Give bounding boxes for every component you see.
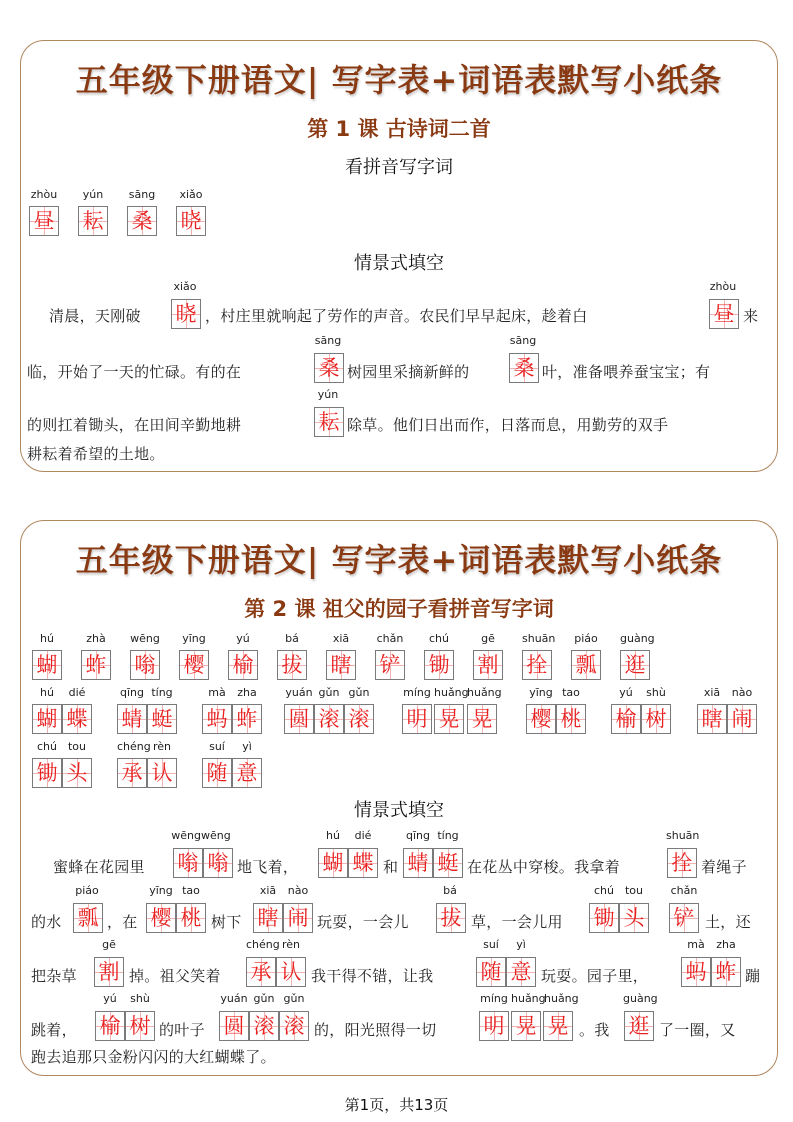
char-box: 闹 xyxy=(283,903,313,933)
pinyin: dié xyxy=(68,686,86,699)
passage-text: 树下 xyxy=(211,913,242,931)
pinyin: yì xyxy=(516,938,526,951)
char-box: 割 xyxy=(94,957,124,987)
passage-text: 掉。祖父笑着 xyxy=(129,967,221,985)
passage-text: 土，还 xyxy=(705,913,751,931)
char-box: 晃 xyxy=(543,1011,573,1041)
char-box: 铲 xyxy=(375,650,405,680)
passage-text: 在花丛中穿梭。我拿着 xyxy=(467,858,621,876)
pinyin: yú xyxy=(103,992,117,1005)
char-box: 榆 xyxy=(611,704,641,734)
pinyin: huǎng xyxy=(544,992,579,1005)
char-box: 蝴 xyxy=(32,650,62,680)
passage-text: ，村庄里就响起了劳作的声音。农民们早早起床，趁着白 xyxy=(205,307,588,325)
pinyin: tíng xyxy=(437,829,459,842)
pinyin: zhòu xyxy=(709,280,737,293)
passage-text: 跑去追那只金粉闪闪的大红蝴蝶了。 xyxy=(31,1048,276,1066)
passage-text: 和 xyxy=(383,858,399,876)
pinyin: zha xyxy=(237,686,257,699)
pinyin: guàng xyxy=(620,632,655,645)
page-footer: 第1页，共13页 xyxy=(344,1096,449,1114)
passage-text: 我干得不错，让我 xyxy=(311,967,434,985)
pinyin: nào xyxy=(731,686,753,699)
char-box: 锄 xyxy=(589,903,619,933)
passage-text: 把杂草 xyxy=(31,967,77,985)
pinyin: gē xyxy=(102,938,116,951)
char-box: 桑 xyxy=(509,353,539,383)
char-box: 嗡 xyxy=(130,650,160,680)
pinyin: yīng xyxy=(149,884,173,897)
passage-text: 了一圈，又 xyxy=(659,1021,736,1039)
passage-text: 玩耍，一会儿 xyxy=(317,913,409,931)
lesson-title: 第 1 课 古诗词二首 xyxy=(307,117,491,141)
passage-text: 叶，准备喂养蚕宝宝；有 xyxy=(542,363,711,381)
pinyin: chǎn xyxy=(670,884,698,897)
pinyin: sāng xyxy=(128,188,156,201)
passage-text: 的，阳光照得一切 xyxy=(314,1021,437,1039)
pinyin: hú xyxy=(40,632,54,645)
char-box: 明 xyxy=(479,1011,509,1041)
passage-text: 临，开始了一天的忙碌。有的在 xyxy=(27,363,242,381)
pinyin: mà xyxy=(687,938,705,951)
char-box: 晃 xyxy=(434,704,464,734)
char-box: 晃 xyxy=(467,704,497,734)
char-box: 拴 xyxy=(522,650,552,680)
char-box: 樱 xyxy=(179,650,209,680)
pinyin: yuán xyxy=(285,686,313,699)
pinyin: yún xyxy=(317,388,339,401)
char-box: 桃 xyxy=(556,704,586,734)
char-box: 桑 xyxy=(314,353,344,383)
char-box: 头 xyxy=(62,758,92,788)
char-box: 瞎 xyxy=(253,903,283,933)
passage-text: 耕耘着希望的土地。 xyxy=(27,445,165,463)
pinyin: dié xyxy=(354,829,372,842)
pinyin: míng xyxy=(403,686,431,699)
pinyin: xiā xyxy=(703,686,721,699)
pinyin: chǎn xyxy=(376,632,404,645)
char-box: 瞎 xyxy=(697,704,727,734)
pinyin: shù xyxy=(646,686,666,699)
char-box: 蜓 xyxy=(433,848,463,878)
pinyin: tou xyxy=(67,740,86,753)
pinyin: xiǎo xyxy=(179,188,203,201)
pinyin: bá xyxy=(443,884,457,897)
passage-text: 树园里采摘新鲜的 xyxy=(347,363,470,381)
pinyin: qīng xyxy=(406,829,430,842)
pinyin: chéng xyxy=(246,938,280,951)
passage-text: 草，一会儿用 xyxy=(471,913,563,931)
pinyin: huǎng xyxy=(511,992,546,1005)
char-box: 樱 xyxy=(526,704,556,734)
char-box: 拴 xyxy=(667,848,697,878)
char-box: 耘 xyxy=(78,206,108,236)
passage-text: 地飞着， xyxy=(237,858,299,876)
char-box: 意 xyxy=(506,957,536,987)
pinyin: zhòu xyxy=(30,188,58,201)
char-box: 蚱 xyxy=(711,957,741,987)
card-lesson-2 xyxy=(20,520,778,1076)
char-box: 桑 xyxy=(127,206,157,236)
passage-text: 跳着， xyxy=(31,1021,77,1039)
pinyin: suí xyxy=(209,740,225,753)
pinyin: tou xyxy=(624,884,643,897)
section-title-pinyin: 看拼音写字词 xyxy=(345,157,453,178)
char-box: 拔 xyxy=(436,903,466,933)
char-box: 榆 xyxy=(95,1011,125,1041)
pinyin: yún xyxy=(82,188,104,201)
card-title: 五年级下册语文| 写字表+词语表默写小纸条 xyxy=(75,541,723,579)
char-box: 滚 xyxy=(249,1011,279,1041)
char-box: 瞎 xyxy=(326,650,356,680)
pinyin: hú xyxy=(40,686,54,699)
pinyin: wēngwēng xyxy=(171,829,231,842)
char-box: 圆 xyxy=(284,704,314,734)
pinyin: chú xyxy=(594,884,614,897)
pinyin: hú xyxy=(326,829,340,842)
pinyin: yuán xyxy=(220,992,248,1005)
lesson-title: 第 2 课 祖父的园子看拼音写字词 xyxy=(244,597,554,621)
char-box: 晓 xyxy=(171,299,201,329)
pinyin: tao xyxy=(562,686,580,699)
pinyin: tíng xyxy=(151,686,173,699)
char-box: 意 xyxy=(232,758,262,788)
pinyin: yì xyxy=(242,740,252,753)
pinyin: shuān xyxy=(522,632,556,645)
passage-text: 清晨，天刚破 xyxy=(49,307,141,325)
char-box: 蚂 xyxy=(202,704,232,734)
char-box: 晃 xyxy=(511,1011,541,1041)
char-box: 滚 xyxy=(279,1011,309,1041)
char-box: 承 xyxy=(246,957,276,987)
section-title-fill: 情景式填空 xyxy=(354,253,444,274)
pinyin: piáo xyxy=(574,632,598,645)
passage-text: 蹦 xyxy=(745,967,761,985)
char-box: 蜻 xyxy=(117,704,147,734)
pinyin: piáo xyxy=(75,884,99,897)
pinyin: zha xyxy=(716,938,736,951)
char-box: 滚 xyxy=(314,704,344,734)
pinyin: nào xyxy=(287,884,309,897)
pinyin: zhà xyxy=(86,632,106,645)
passage-text: 来 xyxy=(743,307,759,325)
char-box: 明 xyxy=(402,704,432,734)
card-title: 五年级下册语文| 写字表+词语表默写小纸条 xyxy=(75,61,723,99)
pinyin: mà xyxy=(208,686,226,699)
char-box: 嗡 xyxy=(203,848,233,878)
passage-text: 玩耍。园子里， xyxy=(541,967,649,985)
char-box: 昼 xyxy=(29,206,59,236)
pinyin: huǎng xyxy=(434,686,469,699)
passage-text: 的叶子 xyxy=(159,1021,205,1039)
pinyin: wēng xyxy=(130,632,160,645)
char-box: 树 xyxy=(641,704,671,734)
pinyin: chú xyxy=(37,740,57,753)
pinyin: yú xyxy=(236,632,250,645)
pinyin: guàng xyxy=(623,992,658,1005)
char-box: 拔 xyxy=(277,650,307,680)
passage-text: 。我 xyxy=(579,1021,610,1039)
char-box: 蝶 xyxy=(348,848,378,878)
char-box: 蜻 xyxy=(403,848,433,878)
char-box: 桃 xyxy=(176,903,206,933)
pinyin: chéng xyxy=(117,740,151,753)
pinyin: qīng xyxy=(120,686,144,699)
passage-text: 的水 xyxy=(31,913,62,931)
pinyin: tao xyxy=(182,884,200,897)
pinyin: huǎng xyxy=(467,686,502,699)
pinyin: sāng xyxy=(314,334,342,347)
char-box: 认 xyxy=(147,758,177,788)
pinyin: xiā xyxy=(259,884,277,897)
char-box: 滚 xyxy=(344,704,374,734)
char-box: 蝴 xyxy=(32,704,62,734)
pinyin: gē xyxy=(481,632,495,645)
pinyin: chú xyxy=(429,632,449,645)
pinyin: rèn xyxy=(281,938,301,951)
char-box: 树 xyxy=(125,1011,155,1041)
char-box: 晓 xyxy=(176,206,206,236)
char-box: 随 xyxy=(202,758,232,788)
pinyin: gǔn xyxy=(253,992,275,1005)
pinyin: gǔn xyxy=(318,686,340,699)
section-title-fill: 情景式填空 xyxy=(354,800,444,821)
char-box: 头 xyxy=(619,903,649,933)
pinyin: yīng xyxy=(182,632,206,645)
char-box: 瓢 xyxy=(571,650,601,680)
pinyin: rèn xyxy=(152,740,172,753)
char-box: 榆 xyxy=(228,650,258,680)
pinyin: míng xyxy=(480,992,508,1005)
passage-text: 着绳子 xyxy=(701,858,747,876)
pinyin: yīng xyxy=(529,686,553,699)
card-lesson-1 xyxy=(20,40,778,472)
pinyin: yú xyxy=(619,686,633,699)
char-box: 蝶 xyxy=(62,704,92,734)
pinyin: sāng xyxy=(509,334,537,347)
char-box: 昼 xyxy=(709,299,739,329)
char-box: 圆 xyxy=(219,1011,249,1041)
char-box: 割 xyxy=(473,650,503,680)
pinyin: gǔn xyxy=(348,686,370,699)
pinyin: xiǎo xyxy=(173,280,197,293)
pinyin: xiā xyxy=(332,632,350,645)
char-box: 闹 xyxy=(727,704,757,734)
char-box: 蝴 xyxy=(318,848,348,878)
char-box: 蚂 xyxy=(681,957,711,987)
char-box: 随 xyxy=(476,957,506,987)
char-box: 樱 xyxy=(146,903,176,933)
passage-text: 除草。他们日出而作，日落而息，用勤劳的双手 xyxy=(347,416,669,434)
pinyin: gǔn xyxy=(283,992,305,1005)
char-box: 蚱 xyxy=(81,650,111,680)
passage-text: 的则扛着锄头，在田间辛勤地耕 xyxy=(27,416,242,434)
char-box: 逛 xyxy=(620,650,650,680)
pinyin: suí xyxy=(483,938,499,951)
char-box: 承 xyxy=(117,758,147,788)
char-box: 铲 xyxy=(669,903,699,933)
passage-text: ，在 xyxy=(107,913,138,931)
char-box: 逛 xyxy=(624,1011,654,1041)
passage-text: 蜜蜂在花园里 xyxy=(53,858,145,876)
char-box: 认 xyxy=(276,957,306,987)
char-box: 蚱 xyxy=(232,704,262,734)
char-box: 耘 xyxy=(314,407,344,437)
char-box: 蜓 xyxy=(147,704,177,734)
pinyin: bá xyxy=(285,632,299,645)
pinyin: shù xyxy=(130,992,150,1005)
char-box: 嗡 xyxy=(173,848,203,878)
pinyin: shuān xyxy=(666,829,700,842)
char-box: 锄 xyxy=(32,758,62,788)
char-box: 锄 xyxy=(424,650,454,680)
char-box: 瓢 xyxy=(73,903,103,933)
